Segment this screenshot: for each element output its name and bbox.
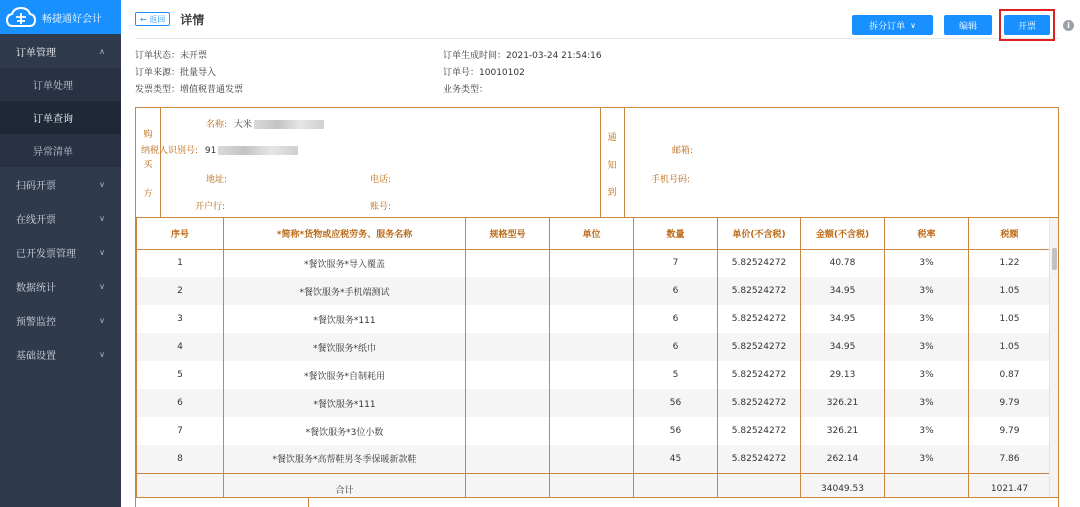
table-cell: 9.79 xyxy=(969,417,1051,445)
column-header: 数量 xyxy=(634,218,718,249)
table-cell xyxy=(550,305,634,333)
back-button[interactable]: ← 返回 xyxy=(135,12,170,26)
source-label: 订单来源： xyxy=(135,68,181,78)
table-row[interactable] xyxy=(137,249,1051,277)
table-cell: 56 xyxy=(634,417,718,445)
table-cell: 1.22 xyxy=(969,249,1051,277)
table-row[interactable] xyxy=(137,389,1051,417)
sidebar-group-label: 订单管理 xyxy=(16,47,56,59)
table-cell: 34.95 xyxy=(801,277,885,305)
table-cell: 5 xyxy=(137,361,224,389)
chevron-down-icon: ∨ xyxy=(99,281,105,291)
order-meta xyxy=(135,46,1035,97)
table-cell: 5.82524272 xyxy=(718,445,801,473)
table-cell: 3% xyxy=(885,249,969,277)
table-cell: 3 xyxy=(137,305,224,333)
notify-email-label: 邮箱: xyxy=(672,146,694,156)
table-cell: 1.05 xyxy=(969,333,1051,361)
table-cell: 5.82524272 xyxy=(718,305,801,333)
chevron-down-icon: ∨ xyxy=(910,20,916,30)
status-value: 未开票 xyxy=(180,51,208,61)
table-cell: 6 xyxy=(634,305,718,333)
next-section-edge xyxy=(135,498,1059,507)
sidebar-group-label: 已开发票管理 xyxy=(16,248,76,260)
notify-mobile-label: 手机号码: xyxy=(651,175,691,185)
sidebar-item-0-2[interactable]: 异常清单 xyxy=(0,134,121,167)
table-header xyxy=(137,218,1051,249)
total-row xyxy=(137,473,1051,498)
table-scrollbar[interactable] xyxy=(1049,218,1058,498)
table-cell: *餐饮服务*自制耗用 xyxy=(224,361,466,389)
table-cell xyxy=(466,417,550,445)
table-cell: 7 xyxy=(634,249,718,277)
table-cell: 1.05 xyxy=(969,305,1051,333)
table-cell: 34.95 xyxy=(801,333,885,361)
table-cell xyxy=(466,445,550,473)
sidebar-item-0-0[interactable]: 订单处理 xyxy=(0,68,121,101)
redacted-name xyxy=(254,120,324,129)
table-cell xyxy=(550,445,634,473)
buyer-tax-id-value: 91 xyxy=(204,146,217,156)
table-cell xyxy=(466,361,550,389)
table-cell: 0.87 xyxy=(969,361,1051,389)
app-name: 畅捷通好会计 xyxy=(42,13,102,25)
column-header: 序号 xyxy=(137,218,224,249)
source-value: 批量导入 xyxy=(180,68,217,78)
sidebar-group-label: 基础设置 xyxy=(16,350,56,362)
column-header: 金额(不含税) xyxy=(801,218,885,249)
table-cell: 5.82524272 xyxy=(718,249,801,277)
table-cell: 1.05 xyxy=(969,277,1051,305)
table-cell: 7.86 xyxy=(969,445,1051,473)
table-cell xyxy=(550,361,634,389)
buyer-phone-label: 电话: xyxy=(370,175,392,185)
table-cell: 29.13 xyxy=(801,361,885,389)
action-bar xyxy=(852,9,1070,41)
chevron-down-icon: ∨ xyxy=(99,247,105,257)
table-cell: 3% xyxy=(885,305,969,333)
table-cell: 5.82524272 xyxy=(718,417,801,445)
total-amount: 34049.53 xyxy=(801,473,885,498)
table-cell xyxy=(550,389,634,417)
sidebar-group-0[interactable] xyxy=(0,34,121,68)
redacted-tax-id xyxy=(218,146,298,155)
sidebar-group-4[interactable] xyxy=(0,269,121,303)
buyer-bank-label: 开户行: xyxy=(195,202,226,212)
sidebar-group-label: 数据统计 xyxy=(16,282,56,294)
table-cell: 262.14 xyxy=(801,445,885,473)
sidebar xyxy=(0,0,121,507)
buyer-tax-id-label: 纳税人识别号: xyxy=(141,146,199,156)
table-cell: 2 xyxy=(137,277,224,305)
status-label: 订单状态： xyxy=(135,51,181,61)
buyer-section-label: 购 买 方 xyxy=(143,130,153,199)
total-tax: 1021.47 xyxy=(969,473,1051,498)
table-cell xyxy=(634,473,718,498)
notify-section-label: 通 知 到 xyxy=(607,133,617,198)
buyer-name-value: 大米 xyxy=(233,120,252,130)
table-cell: 3% xyxy=(885,333,969,361)
table-cell: 6 xyxy=(634,333,718,361)
split-order-button[interactable] xyxy=(852,15,933,35)
table-cell: 7 xyxy=(137,417,224,445)
created-value: 2021-03-24 21:54:16 xyxy=(506,51,602,61)
table-cell: *餐饮服务*高帮鞋男冬季保暖新款鞋 xyxy=(224,445,466,473)
order-no-value: 10010102 xyxy=(479,68,525,78)
table-cell xyxy=(466,305,550,333)
issue-button-highlight xyxy=(999,9,1055,41)
table-cell: *餐饮服务*纸巾 xyxy=(224,333,466,361)
invoice-type-label: 发票类型： xyxy=(135,85,181,95)
table-cell: *餐饮服务*手机端测试 xyxy=(224,277,466,305)
table-cell xyxy=(466,333,550,361)
buyer-address-label: 地址: xyxy=(206,175,228,185)
table-cell: 5.82524272 xyxy=(718,277,801,305)
column-header: 单位 xyxy=(550,218,634,249)
column-header: 税额 xyxy=(969,218,1051,249)
biz-type-label: 业务类型： xyxy=(443,85,489,95)
sidebar-group-6[interactable] xyxy=(0,337,121,371)
table-cell xyxy=(550,473,634,498)
table-cell: 326.21 xyxy=(801,389,885,417)
invoice-type-value: 增值税普通发票 xyxy=(180,85,244,95)
table-row[interactable] xyxy=(137,417,1051,445)
chevron-down-icon: ∨ xyxy=(99,349,105,359)
table-cell xyxy=(718,473,801,498)
table-row[interactable] xyxy=(137,361,1051,389)
table-cell xyxy=(550,277,634,305)
table-cell: 1 xyxy=(137,249,224,277)
created-label: 订单生成时间： xyxy=(443,51,507,61)
table-cell xyxy=(550,249,634,277)
detail-toolbar xyxy=(135,0,1070,39)
column-header: *简称*货物或应税劳务、服务名称 xyxy=(224,218,466,249)
buyer-name-label: 名称: xyxy=(206,120,228,130)
sidebar-group-2[interactable] xyxy=(0,201,121,235)
info-icon[interactable]: i xyxy=(1063,20,1074,31)
scrollbar-thumb[interactable] xyxy=(1052,248,1057,270)
table-cell: 34.95 xyxy=(801,305,885,333)
table-cell: *餐饮服务*3位小数 xyxy=(224,417,466,445)
table-cell: 4 xyxy=(137,333,224,361)
issue-invoice-button[interactable]: 开票 xyxy=(1004,15,1050,35)
sidebar-group-label: 扫码开票 xyxy=(16,180,56,192)
table-cell: 5.82524272 xyxy=(718,389,801,417)
app-logo[interactable] xyxy=(0,0,121,34)
table-cell: 6 xyxy=(137,389,224,417)
column-header: 规格型号 xyxy=(466,218,550,249)
table-cell: *餐饮服务*111 xyxy=(224,389,466,417)
table-cell: 3% xyxy=(885,417,969,445)
sidebar-group-5[interactable] xyxy=(0,303,121,337)
table-cell xyxy=(137,473,224,498)
total-label: 合计 xyxy=(224,473,466,498)
table-cell: 3% xyxy=(885,361,969,389)
table-cell xyxy=(550,417,634,445)
table-cell: *餐饮服务*导入覆盖 xyxy=(224,249,466,277)
table-row[interactable] xyxy=(137,277,1051,305)
table-cell: 5.82524272 xyxy=(718,333,801,361)
chevron-down-icon: ∨ xyxy=(99,213,105,223)
split-order-label: 拆分订单 xyxy=(869,21,906,32)
table-cell: 5.82524272 xyxy=(718,361,801,389)
table-cell: 6 xyxy=(634,277,718,305)
main-content xyxy=(121,0,1080,507)
table-row[interactable] xyxy=(137,445,1051,473)
table-cell: 3% xyxy=(885,389,969,417)
sidebar-group-label: 在线开票 xyxy=(16,214,56,226)
table-cell: 3% xyxy=(885,277,969,305)
table-cell: 56 xyxy=(634,389,718,417)
table-cell xyxy=(466,473,550,498)
cloud-logo-icon xyxy=(6,6,36,28)
table-cell: 3% xyxy=(885,445,969,473)
table-cell xyxy=(466,277,550,305)
invoice-items-table xyxy=(135,218,1059,498)
order-no-label: 订单号： xyxy=(443,68,480,78)
buyer-account-label: 账号: xyxy=(370,202,392,212)
chevron-down-icon: ∨ xyxy=(99,179,105,189)
buyer-info-box xyxy=(135,107,1059,218)
sidebar-group-1[interactable] xyxy=(0,167,121,201)
sidebar-group-label: 预警监控 xyxy=(16,316,56,328)
table-cell: 326.21 xyxy=(801,417,885,445)
sidebar-group-3[interactable] xyxy=(0,235,121,269)
table-row[interactable] xyxy=(137,333,1051,361)
table-cell xyxy=(466,389,550,417)
chevron-up-icon: ∧ xyxy=(99,46,105,56)
table-cell: 9.79 xyxy=(969,389,1051,417)
column-header: 税率 xyxy=(885,218,969,249)
sidebar-item-0-1[interactable]: 订单查询 xyxy=(0,101,121,134)
table-cell: *餐饮服务*111 xyxy=(224,305,466,333)
chevron-down-icon: ∨ xyxy=(99,315,105,325)
edit-button[interactable]: 编辑 xyxy=(944,15,992,35)
table-cell xyxy=(466,249,550,277)
table-cell: 8 xyxy=(137,445,224,473)
table-cell xyxy=(885,473,969,498)
column-header: 单价(不含税) xyxy=(718,218,801,249)
page-title: 详情 xyxy=(180,12,205,27)
table-row[interactable] xyxy=(137,305,1051,333)
table-cell xyxy=(550,333,634,361)
table-cell: 45 xyxy=(634,445,718,473)
table-cell: 40.78 xyxy=(801,249,885,277)
table-cell: 5 xyxy=(634,361,718,389)
